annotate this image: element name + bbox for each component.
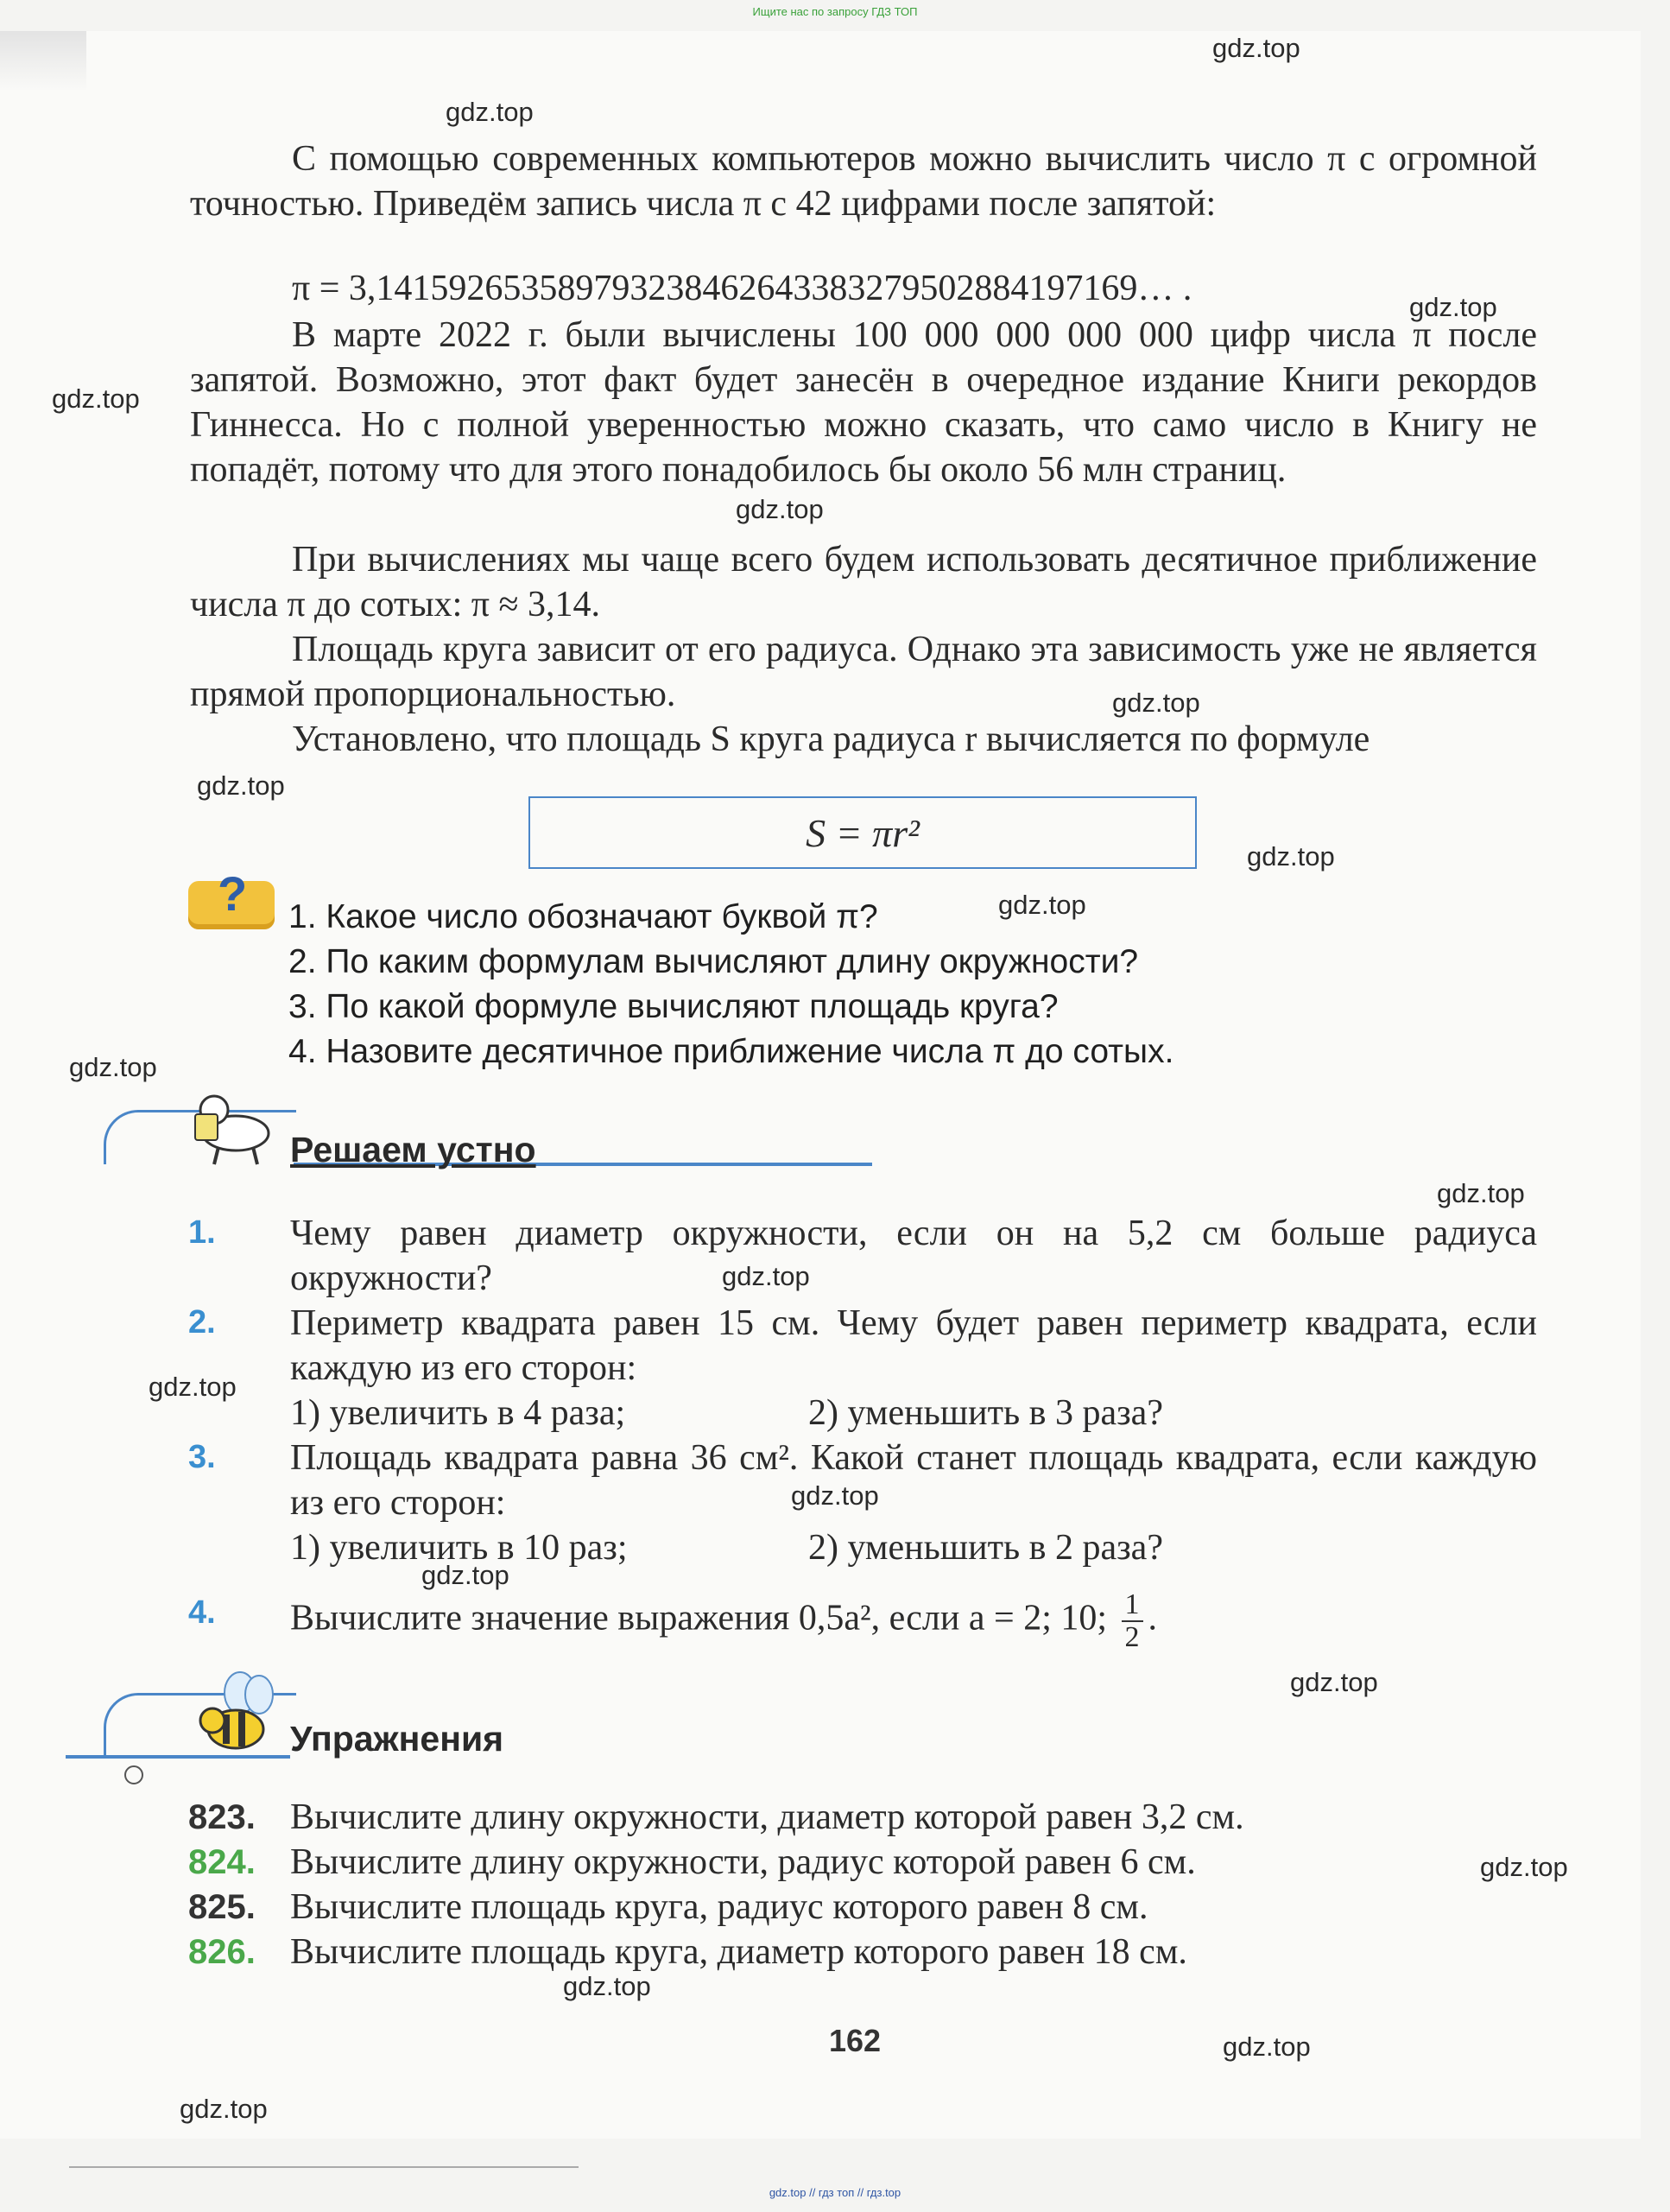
oral-task-4-number: 4. xyxy=(188,1594,216,1631)
oral-task-4-text: Вычислите значение выражения 0,5a², если a = 2; 10; $\frac{1}{2}$ . xyxy=(290,1588,1158,1653)
oral-task-2-option-b: 2) уменьшить в 3 раза? xyxy=(808,1393,1163,1433)
watermark: gdz.top xyxy=(52,383,140,414)
oral-section-title: Решаем устно xyxy=(290,1130,536,1169)
watermark: gdz.top xyxy=(998,890,1086,920)
area-formula: S = πr² xyxy=(528,796,1197,869)
footer-links: gdz.top // гдз топ // гдз.top xyxy=(769,2186,901,2199)
watermark: gdz.top xyxy=(197,770,285,801)
page-shadow xyxy=(0,31,86,92)
oral-task-3-option-a: 1) увеличить в 10 раз; xyxy=(290,1528,628,1568)
exercise-826-text: Вычислите площадь круга, диаметр которого равен 18 см. xyxy=(290,1932,1187,1972)
question-4: 4. Назовите десятичное приближение числа π до сотых. xyxy=(288,1033,1174,1070)
exercises-section-title: Упражнения xyxy=(290,1719,504,1759)
watermark: gdz.top xyxy=(421,1560,509,1590)
watermark: gdz.top xyxy=(1223,2031,1311,2062)
watermark: gdz.top xyxy=(791,1480,879,1511)
intro-paragraph-4: Площадь круга зависит от его радиуса. Однако эта зависимость уже не является прямой пропорциональностью. xyxy=(190,630,1537,714)
exercise-823-text: Вычислите длину окружности, диаметр которой равен 3,2 см. xyxy=(290,1797,1244,1837)
ring-marker-icon xyxy=(121,1762,147,1788)
bottom-rule xyxy=(69,2166,579,2168)
watermark: gdz.top xyxy=(446,97,534,127)
intro-paragraph-2: В марте 2022 г. были вычислены 100 000 000 000 000 цифр числа π после запятой. Возможно, этот факт будет занесён в очередное издание Книги рекордов Гиннесса. Но с полной уверенностью можно сказать, что само число в Книгу не попадёт, потому что для этого понадобилось бы около 56 млн страниц. xyxy=(190,315,1537,490)
fraction-denominator: 2 xyxy=(1124,1621,1140,1653)
oral-task-3-option-b: 2) уменьшить в 2 раза? xyxy=(808,1528,1163,1568)
watermark: gdz.top xyxy=(69,1052,157,1082)
watermark: gdz.top xyxy=(1112,688,1200,718)
page-number: 162 xyxy=(829,2023,882,2058)
watermark: gdz.top xyxy=(1290,1667,1378,1697)
exercise-825-text: Вычислите площадь круга, радиус которого равен 8 см. xyxy=(290,1887,1148,1927)
watermark: gdz.top xyxy=(1480,1852,1568,1882)
exercise-824-text: Вычислите длину окружности, радиус которой равен 6 см. xyxy=(290,1842,1196,1882)
watermark: gdz.top xyxy=(1247,841,1335,871)
fraction-numerator: 1 xyxy=(1122,1589,1143,1622)
watermark: gdz.top xyxy=(1409,292,1497,322)
exercise-823-number: 823. xyxy=(188,1798,256,1836)
oral-task-1-number: 1. xyxy=(188,1214,216,1251)
intro-paragraph-1: С помощью современных компьютеров можно вычислить число π с огромной точностью. Приведём запись числа π с 42 цифрами после запятой: xyxy=(190,139,1537,224)
watermark: gdz.top xyxy=(722,1261,810,1291)
fraction xyxy=(1122,1589,1143,1653)
exercise-824-number: 824. xyxy=(188,1843,256,1881)
question-3: 3. По какой формуле вычисляют площадь круга? xyxy=(288,988,1059,1025)
question-mark-icon: ? xyxy=(218,866,248,921)
exercise-826-number: 826. xyxy=(188,1933,256,1971)
bee-mascot-icon xyxy=(188,1667,283,1762)
oral-task-3-number: 3. xyxy=(188,1439,216,1475)
intro-paragraph-3: При вычислениях мы чаще всего будем использовать десятичное приближение числа π до сотых: π ≈ 3,14. xyxy=(190,540,1537,624)
watermark: gdz.top xyxy=(563,1971,651,2001)
question-2: 2. По каким формулам вычисляют длину окружности? xyxy=(288,943,1139,980)
goat-mascot-icon xyxy=(188,1080,283,1166)
question-1: 1. Какое число обозначают буквой π? xyxy=(288,898,878,935)
oral-task-3-text: Площадь квадрата равна 36 см². Какой станет площадь квадрата, если каждую из его сторон: xyxy=(290,1438,1537,1523)
oral-task-1-text: Чему равен диаметр окружности, если он на 5,2 см больше радиуса окружности? xyxy=(290,1214,1537,1298)
watermark: gdz.top xyxy=(180,2094,268,2124)
oral-task-2-number: 2. xyxy=(188,1304,216,1341)
watermark: gdz.top xyxy=(736,494,824,524)
intro-paragraph-5: Установлено, что площадь S круга радиуса r вычисляется по формуле xyxy=(292,719,1370,759)
oral-task-2-option-a: 1) увеличить в 4 раза; xyxy=(290,1393,626,1433)
watermark: gdz.top xyxy=(1212,33,1300,63)
pi-digits: π = 3,141592653589793238462643383279502884197169… . xyxy=(292,269,1192,308)
watermark: gdz.top xyxy=(1437,1178,1525,1208)
watermark: gdz.top xyxy=(149,1372,237,1402)
search-note: Ищите нас по запросу ГДЗ ТОП xyxy=(752,5,918,18)
oral-task-2-text: Периметр квадрата равен 15 см. Чему будет равен периметр квадрата, если каждую из его сторон: xyxy=(290,1303,1537,1388)
exercise-825-number: 825. xyxy=(188,1888,256,1926)
oral-task-4-expression: Вычислите значение выражения 0,5a², если a = 2; 10; xyxy=(290,1598,1108,1638)
